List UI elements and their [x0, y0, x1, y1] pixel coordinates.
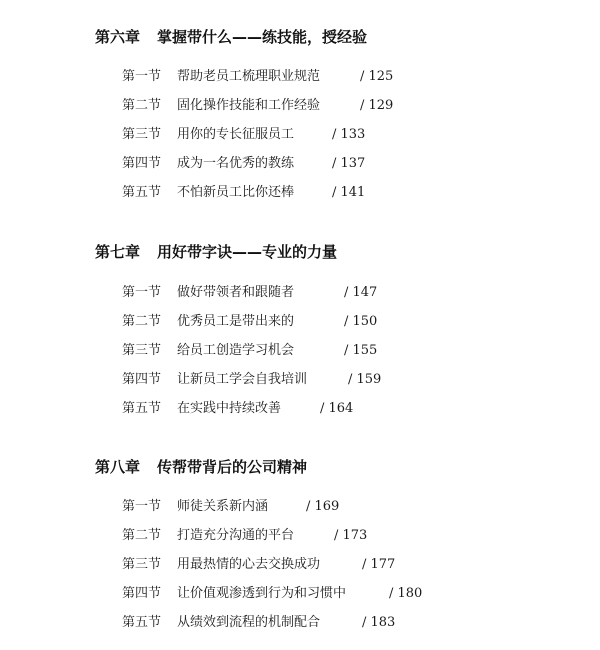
chapter-title	[95, 27, 367, 47]
toc-entry[interactable]	[122, 613, 396, 633]
chapter-name: 传帮带背后的公司精神	[157, 458, 308, 476]
section-number: 第四节	[122, 372, 162, 387]
toc-entry[interactable]	[122, 283, 378, 303]
section-title: 帮助老员工梳理职业规范	[177, 69, 321, 84]
page-number: / 125	[360, 69, 394, 84]
toc-entry[interactable]	[122, 526, 368, 546]
section-number: 第四节	[122, 586, 162, 601]
toc-entry[interactable]	[122, 341, 378, 361]
section-title: 从绩效到流程的机制配合	[177, 615, 321, 630]
toc-entry[interactable]	[122, 399, 354, 419]
chapter-title	[95, 457, 307, 477]
section-number: 第三节	[122, 557, 162, 572]
chapter-name: 用好带字诀——专业的力量	[157, 243, 338, 261]
section-number: 第二节	[122, 528, 162, 543]
page-number: / 180	[389, 586, 423, 601]
toc-entry[interactable]	[122, 312, 378, 332]
page-number: / 164	[320, 401, 354, 416]
section-number: 第一节	[122, 285, 162, 300]
chapter-number: 第七章	[95, 243, 141, 261]
section-title: 成为一名优秀的教练	[177, 156, 295, 171]
section-number: 第一节	[122, 69, 162, 84]
page-number: / 173	[334, 528, 368, 543]
section-number: 第一节	[122, 499, 162, 514]
section-title: 优秀员工是带出来的	[177, 314, 295, 329]
section-title: 固化操作技能和工作经验	[177, 98, 321, 113]
toc-entry[interactable]	[122, 555, 396, 575]
section-number: 第二节	[122, 314, 162, 329]
page-number: / 147	[344, 285, 378, 300]
page-number: / 141	[332, 185, 366, 200]
chapter-number: 第八章	[95, 458, 141, 476]
chapter-number: 第六章	[95, 28, 141, 46]
toc-entry[interactable]	[122, 154, 366, 174]
section-title: 让新员工学会自我培训	[177, 372, 308, 387]
page-number: / 150	[344, 314, 378, 329]
toc-entry[interactable]	[122, 183, 366, 203]
toc-entry[interactable]	[122, 370, 382, 390]
chapter-title	[95, 242, 337, 262]
toc-entry[interactable]	[122, 584, 423, 604]
section-title: 用最热情的心去交换成功	[177, 557, 321, 572]
section-number: 第三节	[122, 343, 162, 358]
section-number: 第四节	[122, 156, 162, 171]
toc-entry[interactable]	[122, 497, 340, 517]
section-title: 用你的专长征服员工	[177, 127, 295, 142]
page-number: / 129	[360, 98, 394, 113]
section-title: 不怕新员工比你还棒	[177, 185, 295, 200]
page-number: / 169	[306, 499, 340, 514]
toc-entry[interactable]	[122, 96, 394, 116]
section-number: 第二节	[122, 98, 162, 113]
page-number: / 183	[362, 615, 396, 630]
page-number: / 177	[362, 557, 396, 572]
toc-entry[interactable]	[122, 125, 366, 145]
section-number: 第五节	[122, 401, 162, 416]
section-title: 师徒关系新内涵	[177, 499, 269, 514]
section-title: 做好带领者和跟随者	[177, 285, 295, 300]
chapter-name: 掌握带什么——练技能，授经验	[157, 28, 368, 46]
page-number: / 159	[348, 372, 382, 387]
page-number: / 133	[332, 127, 366, 142]
section-number: 第五节	[122, 615, 162, 630]
section-title: 给员工创造学习机会	[177, 343, 295, 358]
section-title: 让价值观渗透到行为和习惯中	[177, 586, 347, 601]
page-number: / 137	[332, 156, 366, 171]
page-number: / 155	[344, 343, 378, 358]
toc-entry[interactable]	[122, 67, 394, 87]
section-number: 第五节	[122, 185, 162, 200]
section-number: 第三节	[122, 127, 162, 142]
section-title: 打造充分沟通的平台	[177, 528, 295, 543]
section-title: 在实践中持续改善	[177, 401, 282, 416]
